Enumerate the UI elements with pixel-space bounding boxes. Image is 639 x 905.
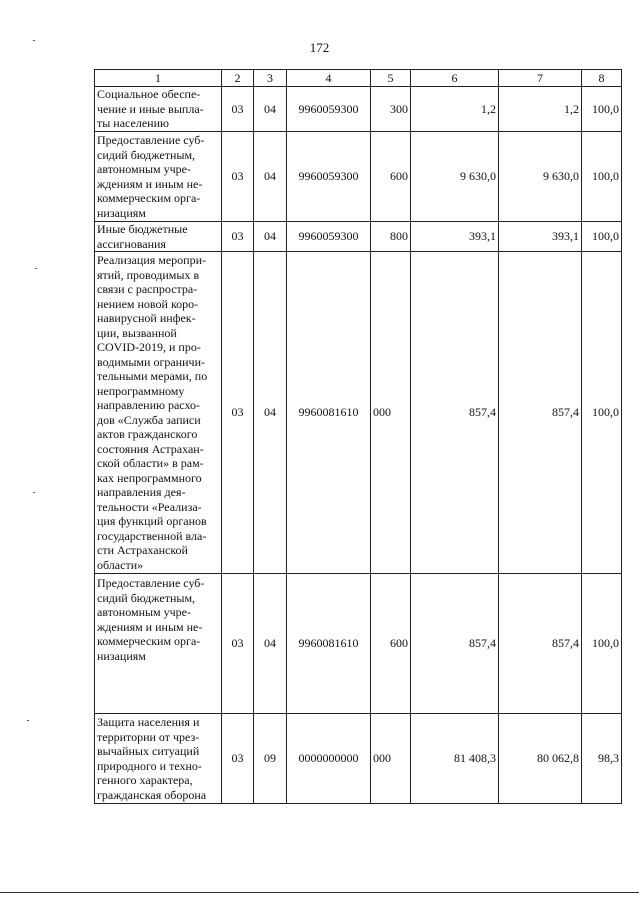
table-row [95,87,622,132]
bottom-rule [0,892,639,893]
row-section: 03 [222,222,254,252]
row-subsection: 04 [254,574,287,714]
row-target-article: 9960059300 [287,132,371,222]
row-value-7: 9 630,0 [499,132,582,222]
row-value-7: 857,4 [499,252,582,574]
row-percent: 98,3 [582,714,622,804]
header-cell: 1 [95,70,222,87]
row-percent: 100,0 [582,132,622,222]
row-name: Реализация меропри- ятий, проводимых в связи с распростра- нением новой коро- навирусной инфек- ции, вызванной COVID-2019, и про- водимыми ограничи- тельными мерами, по непрограммному направлению расхо- дов «Служба записи актов гражданского состояния Астрахан- ской области» в рам- ках непрограммного направления дея- тельности «Реализа- ция функций органов государственной вла- сти Астраханской области» [95,252,222,574]
table-row [95,574,622,714]
row-name: Предоставление суб- сидий бюджетным, автономным учре- ждениям и иным не- коммерческим орга- низациям [95,574,222,714]
row-value-6: 393,1 [411,222,499,252]
table-row [95,222,622,252]
row-value-6: 857,4 [411,574,499,714]
row-section: 03 [222,87,254,132]
row-target-article: 9960059300 [287,222,371,252]
row-value-7: 857,4 [499,574,582,714]
header-cell: 4 [287,70,371,87]
budget-table [94,69,622,804]
header-cell: 6 [411,70,499,87]
scan-speck [33,40,35,41]
header-cell: 7 [499,70,582,87]
row-section: 03 [222,252,254,574]
row-value-6: 1,2 [411,87,499,132]
row-percent: 100,0 [582,222,622,252]
table-row [95,252,622,574]
row-percent: 100,0 [582,87,622,132]
row-expense-type: 000 [371,252,411,574]
row-value-7: 393,1 [499,222,582,252]
row-value-6: 857,4 [411,252,499,574]
row-target-article: 0000000000 [287,714,371,804]
row-section: 03 [222,714,254,804]
row-expense-type: 300 [371,87,411,132]
table-header-row [95,70,622,87]
row-section: 03 [222,574,254,714]
header-cell: 8 [582,70,622,87]
scan-speck [27,720,29,721]
page-number: 172 [309,40,330,55]
row-target-article: 9960081610 [287,252,371,574]
row-target-article: 9960081610 [287,574,371,714]
row-percent: 100,0 [582,574,622,714]
row-expense-type: 000 [371,714,411,804]
scan-speck [35,268,37,269]
row-name: Социальное обеспе- чение и иные выпла- ты населению [95,87,222,132]
row-value-6: 9 630,0 [411,132,499,222]
row-name: Иные бюджетные ассигнования [95,222,222,252]
row-value-7: 1,2 [499,87,582,132]
header-cell: 2 [222,70,254,87]
row-subsection: 04 [254,222,287,252]
row-subsection: 09 [254,714,287,804]
table-row [95,132,622,222]
scan-speck [33,492,35,493]
row-value-7: 80 062,8 [499,714,582,804]
table-row [95,714,622,804]
row-name: Предоставление суб- сидий бюджетным, автономным учре- ждениям и иным не- коммерческим орга- низациям [95,132,222,222]
row-percent: 100,0 [582,252,622,574]
row-subsection: 04 [254,252,287,574]
row-section: 03 [222,132,254,222]
row-expense-type: 600 [371,574,411,714]
header-cell: 5 [371,70,411,87]
row-subsection: 04 [254,87,287,132]
row-expense-type: 800 [371,222,411,252]
row-value-6: 81 408,3 [411,714,499,804]
row-name: Защита населения и территории от чрез- вычайных ситуаций природного и техно- генного характера, гражданская оборона [95,714,222,804]
row-subsection: 04 [254,132,287,222]
header-cell: 3 [254,70,287,87]
row-expense-type: 600 [371,132,411,222]
row-target-article: 9960059300 [287,87,371,132]
